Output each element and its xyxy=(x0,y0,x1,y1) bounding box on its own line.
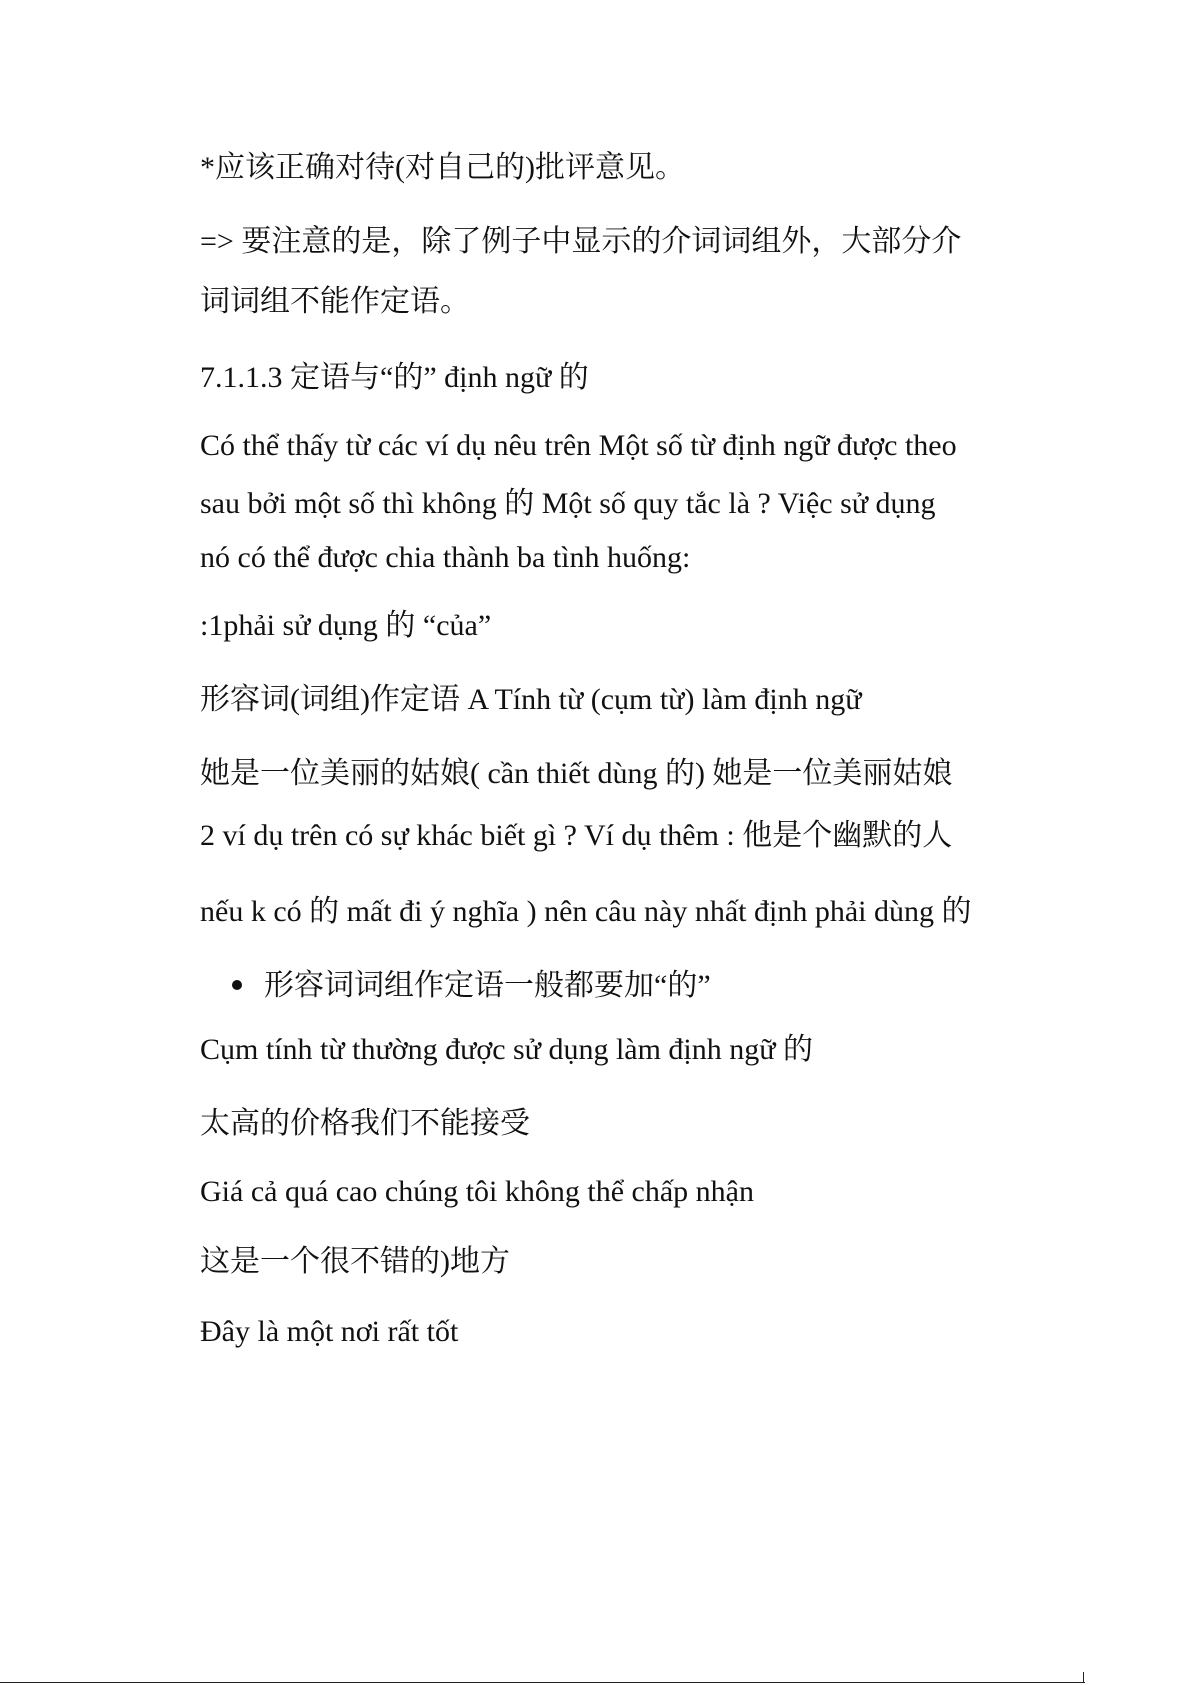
text-line: Giá cả quá cao chúng tôi không thể chấp nhận xyxy=(200,1175,754,1208)
text-line: 2 ví dụ trên có sự khác biết gì ? Ví dụ thêm : 他是个幽默的人 xyxy=(200,819,953,852)
bullet-icon xyxy=(232,980,242,990)
text-line: Cụm tính từ thường được sử dụng làm định ngữ 的 xyxy=(200,1033,814,1066)
page-bottom-divider xyxy=(0,1682,1085,1683)
text-line: 形容词(词组)作定语 A Tính từ (cụm từ) làm định ngữ xyxy=(200,683,862,716)
text-line: Có thể thấy từ các ví dụ nêu trên Một số từ định ngữ được theo xyxy=(200,429,957,462)
text-line: => 要注意的是，除了例子中显示的介词词组外，大部分介 xyxy=(200,225,962,258)
text-line: nó có thể được chia thành ba tình huống: xyxy=(200,541,691,574)
text-line: *应该正确对待(对自己的)批评意见。 xyxy=(200,151,685,184)
text-line: 她是一位美丽的姑娘( cần thiết dùng 的) 她是一位美丽姑娘 xyxy=(200,757,953,790)
text-line: Đây là một nơi rất tốt xyxy=(200,1315,459,1348)
text-line: 词词组不能作定语。 xyxy=(200,285,470,318)
page-corner-mark xyxy=(1083,1672,1084,1683)
text-line: 这是一个很不错的)地方 xyxy=(200,1245,510,1278)
text-line: :1phải sử dụng 的 “của” xyxy=(200,609,492,642)
text-line: 太高的价格我们不能接受 xyxy=(200,1107,530,1140)
section-heading: 7.1.1.3 定语与“的” định ngữ 的 xyxy=(200,361,589,394)
bullet-item xyxy=(232,966,711,1006)
bullet-item-text: 形容词词组作定语一般都要加“的” xyxy=(264,969,711,1002)
text-line: sau bởi một số thì không 的 Một số quy tắc là ? Việc sử dụng xyxy=(200,487,936,520)
text-line: nếu k có 的 mất đi ý nghĩa ) nên câu này nhất định phải dùng 的 xyxy=(200,895,972,928)
